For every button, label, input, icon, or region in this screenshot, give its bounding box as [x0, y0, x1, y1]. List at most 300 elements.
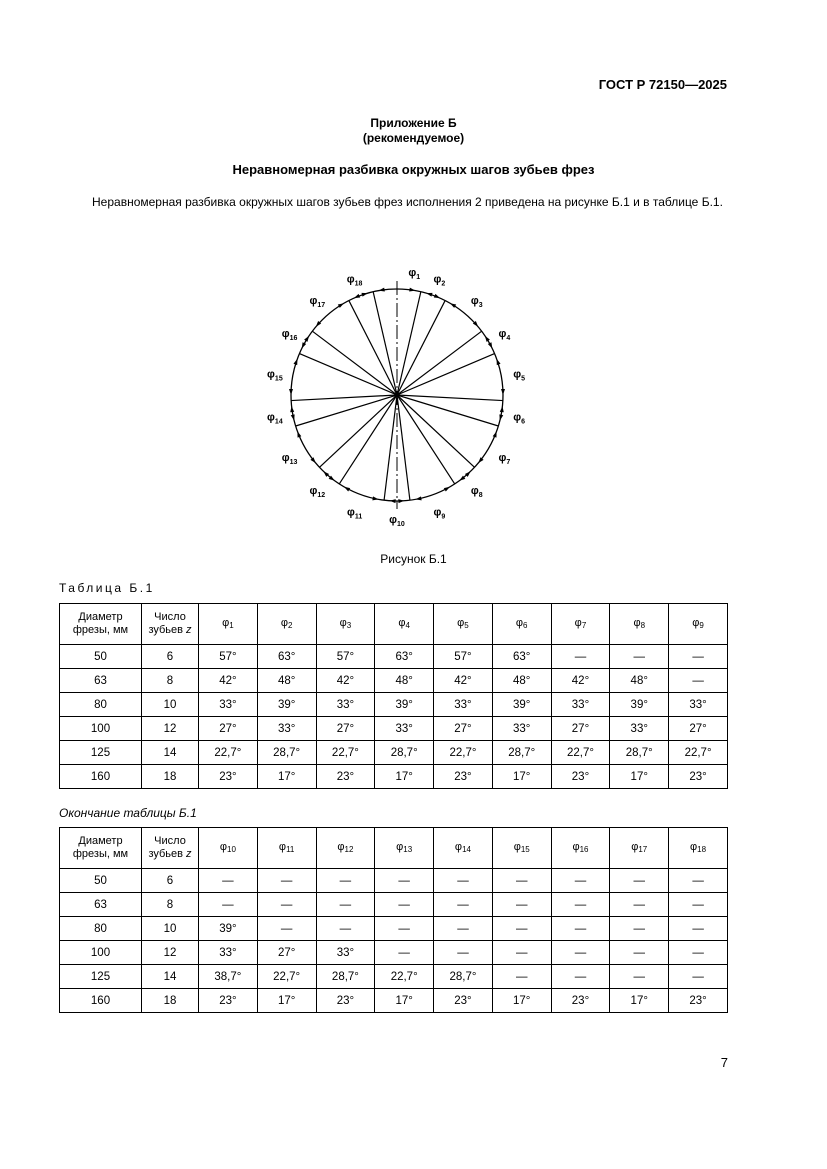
- table-row: [60, 669, 728, 693]
- table-cell: 125: [60, 965, 142, 989]
- tooth-line: [384, 395, 397, 500]
- table-cell: 28,7°: [434, 965, 493, 989]
- angle-symbol: φ: [513, 411, 522, 424]
- header-angle-10: [199, 828, 258, 869]
- table-cell: 22,7°: [316, 741, 375, 765]
- angle-subscript: 7: [506, 459, 511, 466]
- angle-symbol: φ: [389, 514, 398, 526]
- table-cell: 42°: [551, 669, 610, 693]
- table-cell: 8: [142, 893, 199, 917]
- table-cell: 6: [142, 869, 199, 893]
- angle-symbol: φ: [281, 452, 290, 464]
- header-symbol: φ: [513, 840, 521, 853]
- angle-subscript: 6: [521, 418, 526, 426]
- angle-label-18: [347, 273, 363, 287]
- pitch-arrow: [354, 294, 360, 298]
- angle-subscript: 8: [478, 491, 483, 499]
- table-cell: —: [434, 941, 493, 965]
- table-cell: —: [669, 941, 728, 965]
- angle-symbol: φ: [433, 506, 442, 519]
- table-cell: 125: [60, 741, 142, 765]
- table-cell: 42°: [434, 669, 493, 693]
- table-cell: 48°: [492, 669, 551, 693]
- header-angle-5: [434, 604, 493, 645]
- table-cell: 6: [142, 645, 199, 669]
- table-cell: 33°: [375, 717, 434, 741]
- table-cell: 63°: [492, 645, 551, 669]
- header-angle-12: [316, 828, 375, 869]
- angle-label-14: [267, 412, 283, 426]
- table-cell: 57°: [434, 645, 493, 669]
- header-angle-16: [551, 828, 610, 869]
- header-symbol: φ: [280, 616, 288, 629]
- table-cell: 14: [142, 965, 199, 989]
- angle-symbol: φ: [281, 328, 290, 340]
- tooth-line: [397, 354, 495, 395]
- header-subscript: 17: [638, 844, 648, 854]
- header-subscript: 5: [464, 620, 469, 630]
- header-subscript: 8: [640, 620, 646, 630]
- header-teeth-count: [142, 828, 199, 869]
- table-cell: —: [610, 893, 669, 917]
- table-cell: —: [375, 941, 434, 965]
- angle-label-1: [408, 267, 420, 281]
- pitch-arrow: [493, 431, 497, 437]
- table-cell: —: [492, 893, 551, 917]
- table-cell: —: [434, 917, 493, 941]
- angle-symbol: φ: [309, 295, 318, 308]
- header-symbol: φ: [631, 840, 639, 853]
- header-teeth-count: [142, 604, 199, 645]
- table-cell: —: [492, 965, 551, 989]
- angle-subscript: 11: [354, 513, 363, 521]
- table-cell: 17°: [375, 989, 434, 1013]
- table-row: [60, 989, 728, 1013]
- angle-label-7: [498, 452, 510, 466]
- table-cell: —: [669, 645, 728, 669]
- angle-symbol: φ: [498, 452, 507, 464]
- table-row: [60, 693, 728, 717]
- table-cell: 23°: [434, 765, 493, 789]
- table-cell: 27°: [257, 941, 316, 965]
- table-cell: 50: [60, 869, 142, 893]
- table-cell: 33°: [434, 693, 493, 717]
- table-cell: 42°: [316, 669, 375, 693]
- header-variable: z: [186, 624, 192, 636]
- tooth-line: [397, 395, 455, 484]
- tooth-line: [397, 301, 445, 395]
- table-cell: 23°: [669, 989, 728, 1013]
- header-symbol: φ: [337, 840, 345, 853]
- table-cell: —: [551, 869, 610, 893]
- header-symbol: φ: [339, 616, 347, 629]
- table-cell: 22,7°: [257, 965, 316, 989]
- table-cell: —: [316, 917, 375, 941]
- header-subscript: 7: [581, 620, 587, 630]
- header-subscript: 4: [405, 620, 410, 630]
- pitch-arrow: [501, 389, 505, 395]
- table-cell: 12: [142, 717, 199, 741]
- header-symbol: φ: [692, 616, 700, 629]
- header-symbol: φ: [219, 840, 227, 853]
- header-angle-8: [610, 604, 669, 645]
- angle-symbol: φ: [498, 328, 507, 340]
- angle-subscript: 9: [441, 513, 446, 521]
- table-cell: —: [492, 941, 551, 965]
- angle-subscript: 17: [317, 302, 326, 310]
- table-cell: 50: [60, 645, 142, 669]
- angle-symbol: φ: [433, 273, 442, 286]
- table-cell: —: [551, 941, 610, 965]
- table-cell: —: [316, 869, 375, 893]
- table-row: [60, 869, 728, 893]
- header-diameter: [60, 828, 142, 869]
- table-cell: 22,7°: [375, 965, 434, 989]
- angle-subscript: 14: [274, 418, 283, 426]
- angle-symbol: φ: [513, 368, 522, 381]
- header-subscript: 6: [523, 620, 528, 630]
- angle-subscript: 2: [441, 280, 446, 288]
- angle-label-17: [309, 295, 325, 309]
- header-text: Число: [154, 835, 186, 847]
- table-cell: 27°: [434, 717, 493, 741]
- figure-caption: Рисунок Б.1: [380, 552, 447, 566]
- table-cell: —: [610, 645, 669, 669]
- table-cell: 14: [142, 741, 199, 765]
- table-cell: —: [610, 917, 669, 941]
- header-angle-14: [434, 828, 493, 869]
- tooth-line: [397, 395, 475, 467]
- header-diameter: [60, 604, 142, 645]
- table-cell: 57°: [316, 645, 375, 669]
- pitch-arrow: [499, 414, 503, 420]
- table-cell: 27°: [316, 717, 375, 741]
- table-cell: 39°: [492, 693, 551, 717]
- table-cell: 23°: [551, 765, 610, 789]
- angle-symbol: φ: [267, 368, 275, 381]
- header-symbol: φ: [278, 840, 287, 853]
- tooth-line: [397, 395, 410, 500]
- tooth-pitch-diagram: [254, 260, 574, 530]
- header-symbol: φ: [222, 616, 230, 629]
- table-cell: —: [375, 893, 434, 917]
- header-symbol: φ: [690, 840, 698, 853]
- table-cell: —: [434, 893, 493, 917]
- header-angle-3: [316, 604, 375, 645]
- table-cell: 33°: [669, 693, 728, 717]
- angle-subscript: 5: [521, 375, 526, 383]
- angle-symbol: φ: [309, 484, 318, 497]
- table-cell: —: [257, 917, 316, 941]
- table-cell: 17°: [492, 765, 551, 789]
- pitch-arrow: [488, 342, 492, 348]
- header-symbol: φ: [515, 616, 524, 629]
- angle-subscript: 3: [478, 302, 483, 310]
- table-cell: 22,7°: [551, 741, 610, 765]
- table-cell: 23°: [669, 765, 728, 789]
- header-subscript: 13: [403, 844, 413, 854]
- angle-label-16: [282, 328, 298, 342]
- header-symbol: φ: [398, 616, 406, 629]
- header-angle-7: [551, 604, 610, 645]
- table-cell: 63: [60, 669, 142, 693]
- angle-subscript: 13: [289, 459, 298, 466]
- header-angle-2: [257, 604, 316, 645]
- table-cell: 27°: [551, 717, 610, 741]
- header-symbol: φ: [457, 616, 465, 629]
- table-cell: 23°: [199, 765, 258, 789]
- table-cell: —: [610, 941, 669, 965]
- header-angle-6: [492, 604, 551, 645]
- table-row: [60, 717, 728, 741]
- table-cell: 39°: [375, 693, 434, 717]
- table-cell: 39°: [199, 917, 258, 941]
- table-cell: 80: [60, 693, 142, 717]
- table-cell: —: [551, 917, 610, 941]
- angle-symbol: φ: [470, 484, 479, 497]
- table-row: [60, 893, 728, 917]
- table-cell: 80: [60, 917, 142, 941]
- header-angle-17: [610, 828, 669, 869]
- header-angle-4: [375, 604, 434, 645]
- header-text: фрезы, мм: [72, 624, 129, 636]
- table-cell: 22,7°: [199, 741, 258, 765]
- table-cell: 33°: [492, 717, 551, 741]
- table-cell: 17°: [375, 765, 434, 789]
- header-text: Диаметр: [78, 835, 123, 847]
- header-subscript: 1: [229, 620, 234, 630]
- table-cell: —: [551, 893, 610, 917]
- table-cell: 18: [142, 989, 199, 1013]
- table-cell: 33°: [316, 693, 375, 717]
- table-cell: 27°: [199, 717, 258, 741]
- angle-symbol: φ: [408, 267, 417, 280]
- table-cell: 33°: [610, 717, 669, 741]
- header-subscript: 2: [287, 620, 293, 630]
- table-cell: —: [610, 965, 669, 989]
- table-cell: 38,7°: [199, 965, 258, 989]
- appendix-title: Приложение Б: [370, 116, 457, 130]
- header-text: фрезы, мм: [72, 848, 129, 860]
- table-cell: 8: [142, 669, 199, 693]
- table-cell: 23°: [434, 989, 493, 1013]
- table-cell: 39°: [257, 693, 316, 717]
- table-cell: 28,7°: [375, 741, 434, 765]
- angle-label-2: [434, 273, 446, 287]
- table-row: [60, 765, 728, 789]
- header-subscript: 12: [344, 844, 354, 854]
- table-row: [60, 965, 728, 989]
- table-cell: 57°: [199, 645, 258, 669]
- header-subscript: 14: [462, 844, 471, 854]
- table-cell: —: [434, 869, 493, 893]
- document-code: ГОСТ Р 72150—2025: [598, 77, 727, 92]
- table-cell: 33°: [257, 717, 316, 741]
- table1-title: Таблица Б.1: [59, 581, 155, 595]
- table-cell: 33°: [316, 941, 375, 965]
- table-cell: 10: [142, 917, 199, 941]
- angle-subscript: 18: [354, 280, 363, 288]
- table-cell: —: [375, 917, 434, 941]
- table-cell: —: [492, 917, 551, 941]
- table-cell: 17°: [257, 765, 316, 789]
- angle-label-12: [309, 485, 325, 499]
- header-symbol: φ: [572, 840, 580, 853]
- tooth-line: [339, 395, 397, 484]
- appendix-heading: [0, 116, 827, 146]
- table-cell: 23°: [199, 989, 258, 1013]
- table-cell: 28,7°: [316, 965, 375, 989]
- table-cell: —: [257, 869, 316, 893]
- pitch-arrow: [344, 487, 350, 492]
- table-row: [60, 941, 728, 965]
- appendix-status: (рекомендуемое): [362, 131, 465, 145]
- table-cell: —: [492, 869, 551, 893]
- pitch-arrow: [426, 293, 432, 297]
- table-cell: 12: [142, 941, 199, 965]
- table-cell: 33°: [199, 693, 258, 717]
- pitch-arrow: [293, 359, 297, 365]
- header-subscript: 18: [697, 844, 707, 854]
- header-text: [142, 848, 198, 861]
- angle-subscript: 10: [397, 521, 405, 528]
- header-subscript: 10: [227, 844, 236, 854]
- header-subscript: 3: [346, 620, 352, 630]
- header-symbol: φ: [574, 616, 582, 629]
- angle-label-4: [498, 328, 510, 342]
- table-cell: 33°: [199, 941, 258, 965]
- header-angle-18: [669, 828, 728, 869]
- table-cell: —: [669, 669, 728, 693]
- tooth-line: [319, 395, 397, 467]
- table-cell: 160: [60, 989, 142, 1013]
- header-angle-11: [257, 828, 316, 869]
- pitch-arrow: [289, 389, 293, 395]
- table-cell: 23°: [316, 989, 375, 1013]
- table-cell: 18: [142, 765, 199, 789]
- table-cell: 48°: [375, 669, 434, 693]
- angle-label-9: [434, 507, 446, 521]
- table-cell: 39°: [610, 693, 669, 717]
- table-cell: —: [316, 893, 375, 917]
- table-cell: —: [199, 869, 258, 893]
- pitch-arrow: [302, 342, 306, 348]
- table-cell: 28,7°: [492, 741, 551, 765]
- section-title: Неравномерная разбивка окружных шагов зубьев фрез: [232, 162, 595, 177]
- header-angle-1: [199, 604, 258, 645]
- header-symbol: φ: [454, 840, 463, 853]
- table-cell: 10: [142, 693, 199, 717]
- angle-label-15: [267, 368, 283, 382]
- pitch-arrow: [444, 487, 450, 492]
- angle-symbol: φ: [346, 273, 355, 286]
- header-subscript: 9: [699, 620, 704, 630]
- table-cell: —: [375, 869, 434, 893]
- pitch-arrow: [485, 336, 490, 342]
- table-row: [60, 645, 728, 669]
- angle-symbol: φ: [470, 295, 479, 308]
- header-variable: z: [186, 848, 192, 860]
- header-text: зубьев: [148, 624, 187, 636]
- table-cell: 42°: [199, 669, 258, 693]
- table-cell: 100: [60, 941, 142, 965]
- table-cell: 48°: [257, 669, 316, 693]
- table-cell: 17°: [257, 989, 316, 1013]
- header-subscript: 16: [579, 844, 589, 854]
- angle-label-10: [389, 514, 405, 528]
- angle-subscript: 15: [274, 375, 283, 383]
- header-text: Диаметр: [78, 611, 123, 623]
- pitch-arrow: [291, 414, 295, 420]
- angle-label-13: [282, 452, 298, 466]
- header-text: Число: [154, 611, 186, 623]
- table-cell: 28,7°: [610, 741, 669, 765]
- pitch-arrow: [304, 336, 309, 342]
- table-cell: 17°: [610, 765, 669, 789]
- angle-label-11: [347, 507, 362, 521]
- table-cell: 22,7°: [669, 741, 728, 765]
- table2: [59, 827, 728, 1013]
- pitch-arrow: [497, 359, 501, 365]
- header-angle-13: [375, 828, 434, 869]
- table1: [59, 603, 728, 789]
- table-cell: 28,7°: [257, 741, 316, 765]
- angle-label-3: [471, 295, 483, 309]
- table-cell: —: [199, 893, 258, 917]
- table-cell: 100: [60, 717, 142, 741]
- angle-subscript: 4: [506, 335, 511, 342]
- pitch-arrow: [434, 294, 440, 298]
- header-angle-9: [669, 604, 728, 645]
- angle-symbol: φ: [346, 506, 355, 519]
- table2-header-row: [60, 828, 728, 869]
- table-row: [60, 741, 728, 765]
- angle-label-5: [513, 368, 525, 382]
- table-cell: 23°: [316, 765, 375, 789]
- angle-label-8: [471, 485, 483, 499]
- table-cell: 27°: [669, 717, 728, 741]
- table-cell: —: [551, 645, 610, 669]
- pitch-arrow: [361, 293, 367, 297]
- angle-label-6: [513, 412, 525, 426]
- page-number: 7: [720, 1055, 728, 1070]
- header-subscript: 11: [286, 844, 295, 854]
- intro-paragraph: Неравномерная разбивка окружных шагов зубьев фрез исполнения 2 приведена на рисунке Б.1 и в таблице Б.1.: [92, 195, 723, 209]
- table-cell: 17°: [610, 989, 669, 1013]
- header-angle-15: [492, 828, 551, 869]
- tooth-line: [349, 301, 397, 395]
- table-cell: 63°: [257, 645, 316, 669]
- table-cell: 17°: [492, 989, 551, 1013]
- header-text: [142, 624, 198, 637]
- table2-title: Окончание таблицы Б.1: [59, 806, 197, 820]
- header-subscript: 15: [520, 844, 530, 854]
- table-cell: 63°: [375, 645, 434, 669]
- table-cell: 48°: [610, 669, 669, 693]
- table-cell: —: [610, 869, 669, 893]
- table-cell: 160: [60, 765, 142, 789]
- header-symbol: φ: [396, 840, 404, 853]
- table-cell: —: [257, 893, 316, 917]
- table-cell: 23°: [551, 989, 610, 1013]
- table-cell: —: [669, 917, 728, 941]
- angle-symbol: φ: [267, 411, 275, 424]
- header-symbol: φ: [633, 616, 641, 629]
- table-cell: —: [669, 869, 728, 893]
- table-row: [60, 917, 728, 941]
- pitch-arrow: [297, 431, 301, 437]
- angle-subscript: 12: [317, 491, 326, 499]
